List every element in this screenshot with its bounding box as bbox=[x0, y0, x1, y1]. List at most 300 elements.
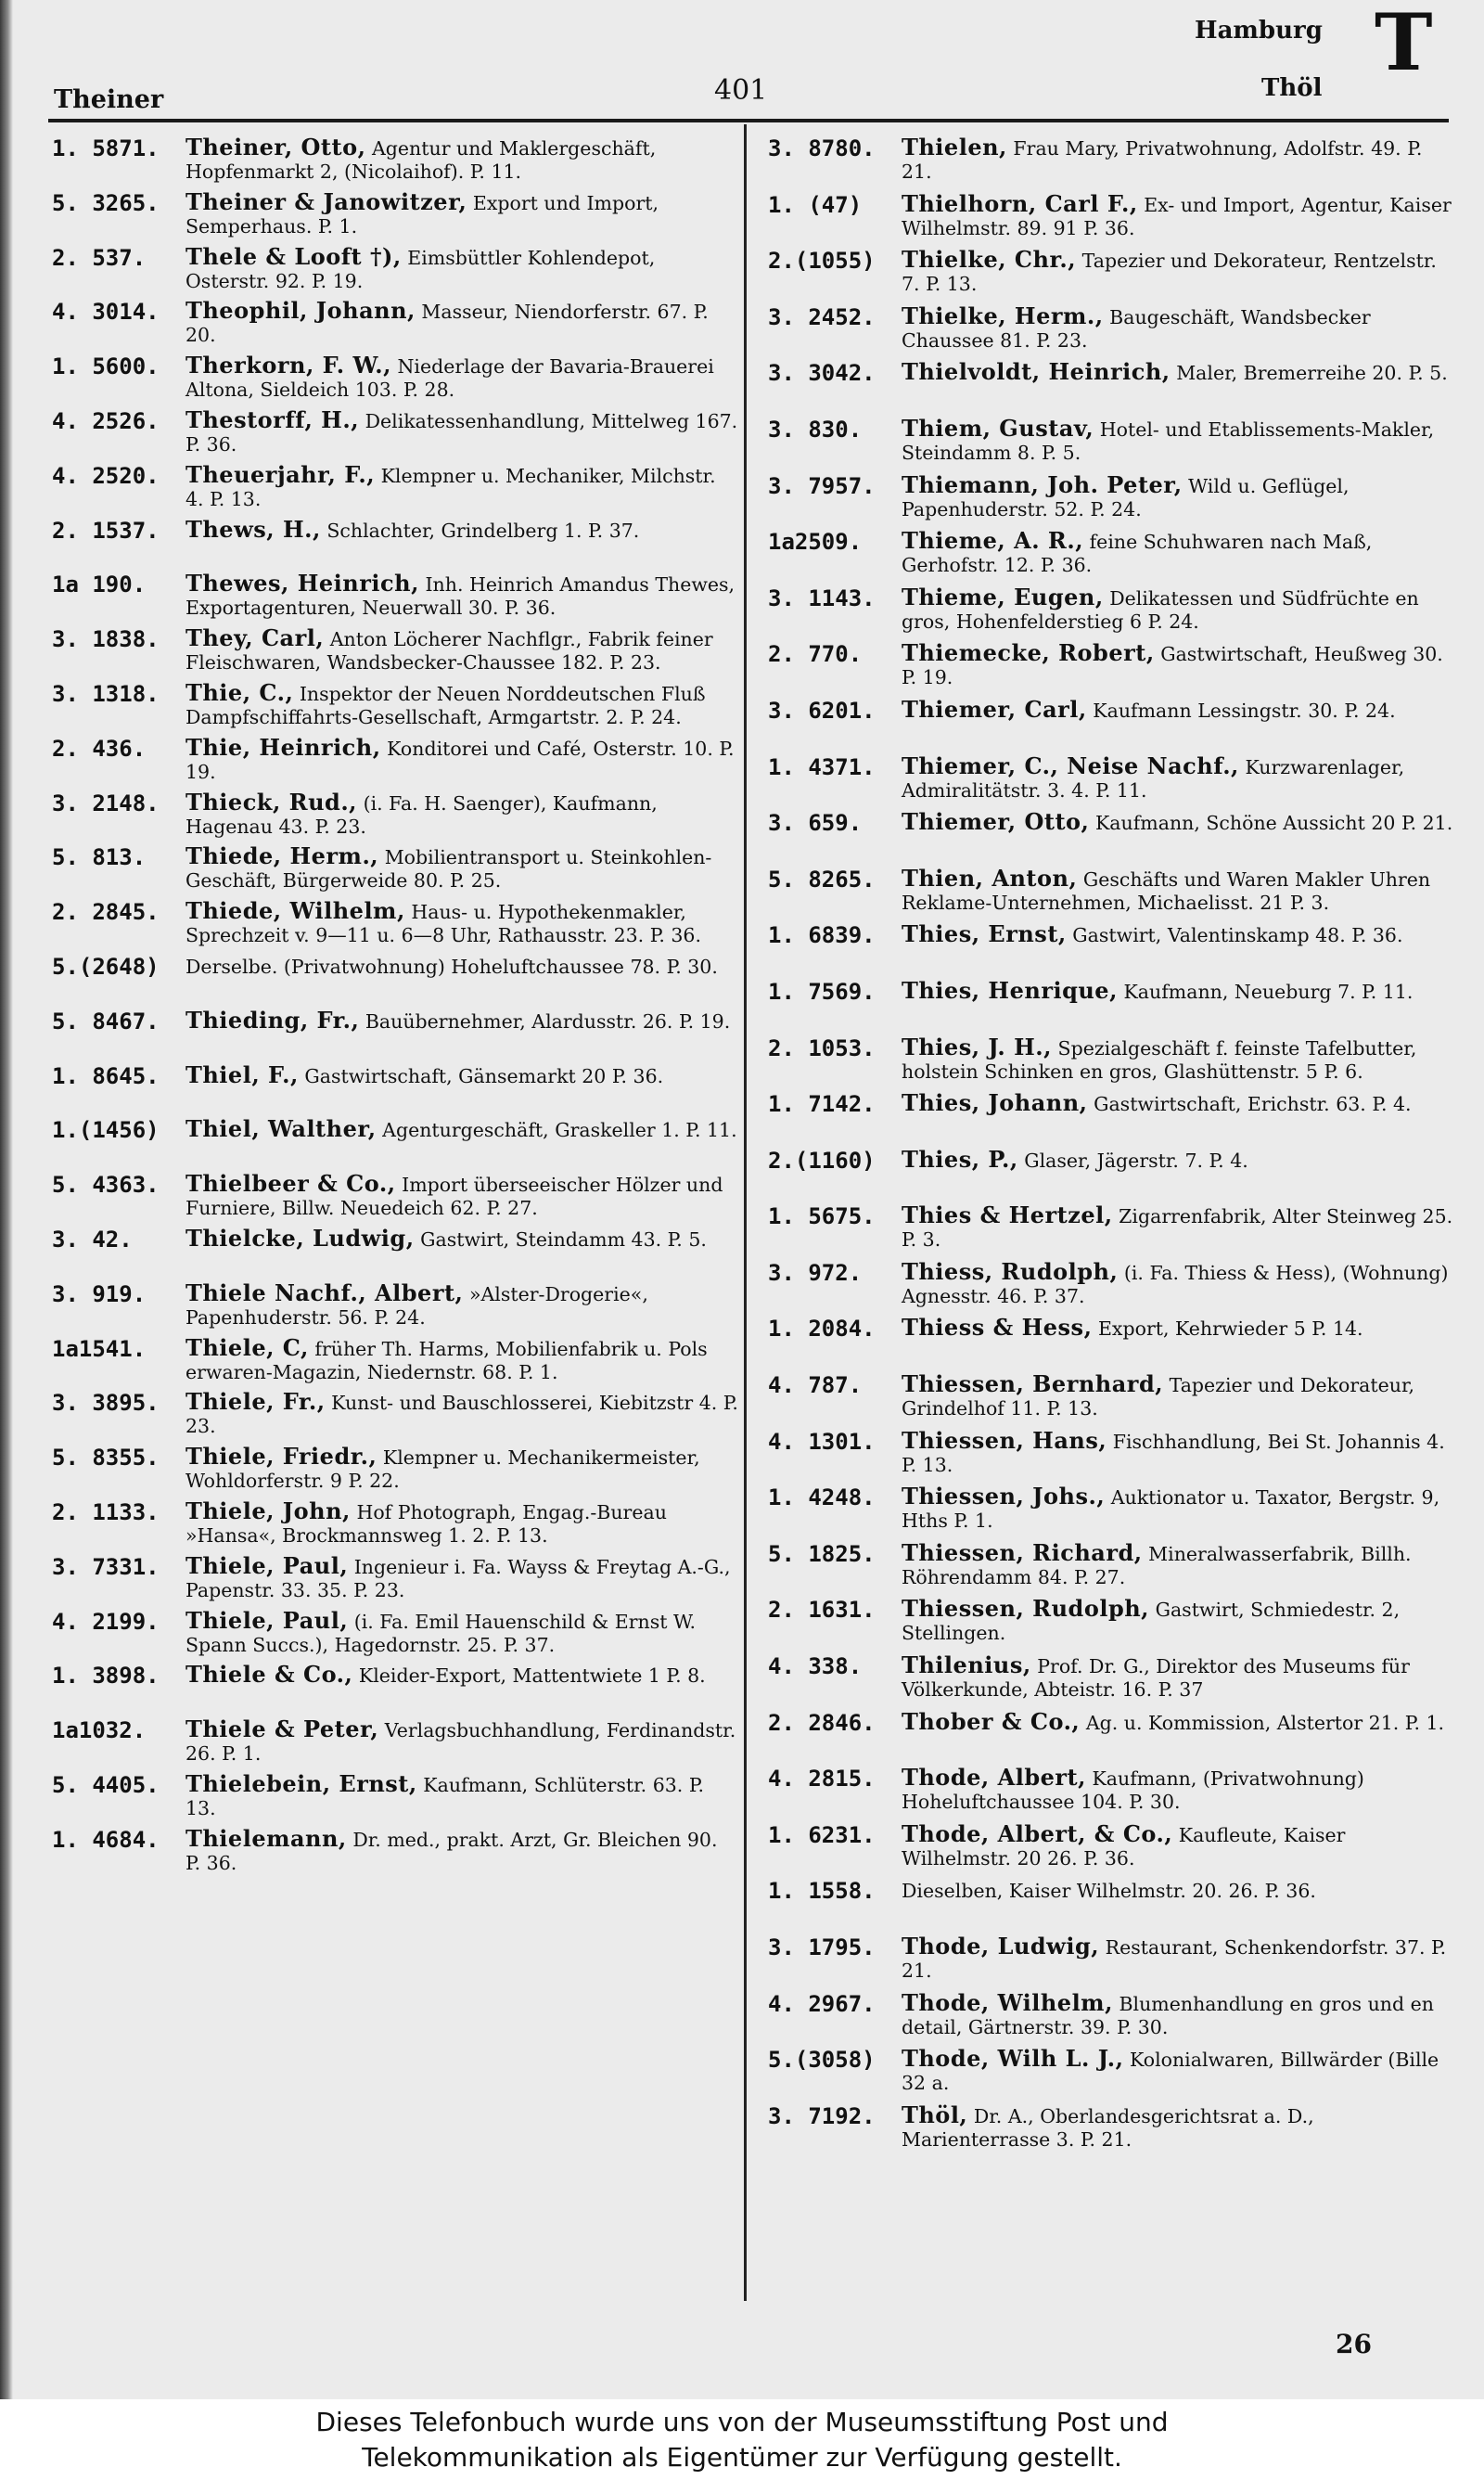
subscriber-details: (i. Fa. Emil Hauenschild & Ernst W. Spann Succs.), Hagedornstr. 25. P. 37. bbox=[186, 1610, 697, 1656]
subscriber-name: Theiner & Janowitzer, bbox=[186, 189, 467, 215]
entry-text bbox=[178, 463, 738, 518]
subscriber-details: Geschäfts und Waren Makler Uhren Reklame-Unternehmen, Michaelisst. 21 P. 3. bbox=[902, 867, 1431, 914]
entry-text bbox=[894, 867, 1454, 923]
subscriber-name: Thiessen, Hans, bbox=[902, 1428, 1107, 1454]
subscriber-name: Thie, Heinrich, bbox=[186, 735, 381, 761]
phone-number: 1. 5600. bbox=[52, 353, 160, 380]
entry-text bbox=[894, 1878, 1454, 1934]
subscriber-name: Thiele & Co., bbox=[186, 1663, 353, 1689]
directory-entry bbox=[52, 1009, 738, 1063]
subscriber-name: Thiemer, C., Neise Nachf., bbox=[902, 753, 1239, 779]
phone-number: 4. 3014. bbox=[52, 299, 160, 326]
entry-text bbox=[894, 2103, 1454, 2160]
subscriber-details: Spezialgeschäft f. feinste Tafelbutter, holstein Schinken en gros, Glashüttenstr. 5 P. 6. bbox=[902, 1036, 1417, 1083]
subscriber-details: Kaufleute, Kaiser Wilhelmstr. 20 26. P. 36. bbox=[902, 1823, 1346, 1870]
subscriber-details: Mobilientransport u. Steinkohlen-Geschäft, Bürgerweide 80. P. 25. bbox=[186, 846, 712, 893]
subscriber-details: Hof Photograph, Engag.-Bureau »Hansa«, Brockmannsweg 1. 2. P. 13. bbox=[186, 1500, 667, 1547]
entry-text bbox=[178, 626, 738, 681]
entry-text bbox=[178, 408, 738, 463]
phone-number: 3. 7192. bbox=[768, 2102, 876, 2129]
phone-number: 3. 659. bbox=[768, 810, 863, 837]
subscriber-name: Thieck, Rud., bbox=[186, 790, 358, 816]
phone-number: 3. 3042. bbox=[768, 360, 876, 387]
phone-number: 1. 7569. bbox=[768, 978, 876, 1005]
subscriber-details: Ex- und Import, Agentur, Kaiser Wilhelmstr. 89. 91 P. 36. bbox=[902, 193, 1452, 239]
directory-entry bbox=[768, 1260, 1454, 1317]
phone-number: 5.(2648) bbox=[52, 953, 160, 980]
directory-entry bbox=[52, 1554, 738, 1609]
subscriber-details: Konditorei und Café, Osterstr. 10. P. 19. bbox=[186, 737, 735, 783]
phone-number: 1. 3898. bbox=[52, 1663, 160, 1690]
subscriber-name: Thiele, Paul, bbox=[186, 1553, 349, 1579]
phone-number: 4. 2967. bbox=[768, 1990, 876, 2017]
subscriber-name: Thieding, Fr., bbox=[186, 1008, 360, 1034]
entry-text bbox=[894, 1597, 1454, 1653]
directory-entry bbox=[768, 1653, 1454, 1710]
phone-number: 2. 2846. bbox=[768, 1709, 876, 1736]
directory-entry bbox=[52, 353, 738, 408]
entry-text bbox=[894, 1484, 1454, 1541]
entry-text bbox=[178, 1499, 738, 1554]
entry-text bbox=[178, 1336, 738, 1391]
subscriber-name: Thies, Henrique, bbox=[902, 978, 1118, 1004]
subscriber-name: Therkorn, F. W., bbox=[186, 353, 391, 379]
subscriber-name: Thode, Wilh L. J., bbox=[902, 2047, 1124, 2073]
subscriber-name: Thies, Johann, bbox=[902, 1091, 1088, 1117]
directory-entry bbox=[52, 681, 738, 736]
subscriber-name: Thielbeer & Co., bbox=[186, 1172, 396, 1198]
directory-entry bbox=[768, 304, 1454, 361]
subscriber-details: Hotel- und Etablissements-Makler, Steindamm 8. P. 5. bbox=[902, 418, 1435, 464]
subscriber-name: Thode, Albert, & Co., bbox=[902, 1821, 1173, 1847]
phone-number: 3. 3895. bbox=[52, 1390, 160, 1417]
subscriber-details: Dr. med., prakt. Arzt, Gr. Bleichen 90. P. 36. bbox=[186, 1828, 718, 1874]
left-column bbox=[52, 135, 738, 1882]
phone-number: 5. 4363. bbox=[52, 1172, 160, 1199]
phone-number: 1a1541. bbox=[52, 1335, 147, 1362]
subscriber-details: Kurzwarenlager, Admiralitätstr. 3. 4. P. 11. bbox=[902, 755, 1405, 802]
phone-number: 1. 4248. bbox=[768, 1484, 876, 1511]
phone-number: 3. 972. bbox=[768, 1259, 863, 1286]
directory-entry bbox=[768, 1429, 1454, 1485]
phone-number: 2. 1631. bbox=[768, 1597, 876, 1624]
phone-number: 2. 1537. bbox=[52, 517, 160, 544]
directory-entry bbox=[52, 1227, 738, 1281]
subscriber-details: Delikatessen und Südfrüchte en gros, Hohenfelderstieg 6 P. 24. bbox=[902, 586, 1419, 633]
phone-number: 5. 4405. bbox=[52, 1771, 160, 1798]
phone-number: 1. 1558. bbox=[768, 1878, 876, 1905]
entry-text bbox=[894, 473, 1454, 530]
entry-text bbox=[894, 1541, 1454, 1598]
entry-text bbox=[894, 417, 1454, 473]
page-edge-shadow bbox=[0, 0, 13, 2399]
subscriber-details: Derselbe. (Privatwohnung) Hoheluftchaussee 78. P. 30. bbox=[186, 955, 718, 978]
directory-entry bbox=[768, 810, 1454, 867]
subscriber-details: Import überseeischer Hölzer und Furniere, Billw. Neuedeich 62. P. 27. bbox=[186, 1174, 723, 1220]
phone-number: 2. 770. bbox=[768, 641, 863, 668]
subscriber-name: Thiele Nachf., Albert, bbox=[186, 1280, 464, 1306]
entry-text bbox=[178, 1827, 738, 1882]
entry-text bbox=[178, 299, 738, 353]
entry-text bbox=[178, 1281, 738, 1336]
directory-entry bbox=[768, 360, 1454, 417]
subscriber-details: Blumenhandlung en gros und en detail, Gärtnerstr. 39. P. 30. bbox=[902, 1992, 1434, 2038]
directory-entry bbox=[52, 1772, 738, 1827]
phone-number: 5. 1825. bbox=[768, 1540, 876, 1567]
directory-entry bbox=[768, 1766, 1454, 1822]
subscriber-details: Kaufmann, Neueburg 7. P. 11. bbox=[1123, 980, 1414, 1003]
phone-number: 1.(1456) bbox=[52, 1117, 160, 1144]
subscriber-name: Thie, C., bbox=[186, 680, 294, 706]
phone-number: 5. 3265. bbox=[52, 189, 160, 216]
subscriber-details: »Alster-Drogerie«, Papenhuderstr. 56. P. 24. bbox=[186, 1282, 648, 1329]
entry-text bbox=[894, 1148, 1454, 1204]
directory-entry bbox=[52, 1663, 738, 1717]
phone-number: 4. 2520. bbox=[52, 462, 160, 489]
subscriber-details: Zigarrenfabrik, Alter Steinweg 25. P. 3. bbox=[902, 1205, 1453, 1252]
subscriber-name: Thieme, Eugen, bbox=[902, 585, 1104, 610]
entry-text bbox=[894, 1429, 1454, 1485]
subscriber-details: Dieselben, Kaiser Wilhelmstr. 20. 26. P. 36. bbox=[902, 1880, 1316, 1903]
subscriber-details: Eimsbüttler Kohlendepot, Osterstr. 92. P. 19. bbox=[186, 246, 656, 292]
directory-entry bbox=[52, 135, 738, 190]
directory-entry bbox=[768, 1541, 1454, 1598]
phone-number: 3. 1795. bbox=[768, 1934, 876, 1960]
header-rule bbox=[48, 119, 1449, 122]
phone-number: 2. 2845. bbox=[52, 899, 160, 926]
phone-number: 2. 537. bbox=[52, 244, 147, 271]
subscriber-name: Thielke, Chr., bbox=[902, 248, 1077, 274]
directory-entry bbox=[52, 844, 738, 899]
entry-text bbox=[178, 1390, 738, 1445]
phone-number: 1a1032. bbox=[52, 1717, 147, 1744]
subscriber-details: Gastwirtschaft, Erichstr. 63. P. 4. bbox=[1094, 1093, 1412, 1116]
directory-entry bbox=[52, 790, 738, 845]
subscriber-details: Klempner u. Mechaniker, Milchstr. 4. P. 13. bbox=[186, 464, 716, 510]
subscriber-details: Kaufmann, Schlüterstr. 63. P. 13. bbox=[186, 1773, 704, 1819]
banner-line-1: Dieses Telefonbuch wurde uns von der Museumsstiftung Post und bbox=[315, 2407, 1169, 2437]
phone-number: 1. 5871. bbox=[52, 135, 160, 161]
subscriber-name: Thiede, Herm., bbox=[186, 844, 379, 870]
subscriber-name: Thielke, Herm., bbox=[902, 303, 1104, 329]
phone-number: 4. 787. bbox=[768, 1372, 863, 1399]
phone-number: 2. 1133. bbox=[52, 1498, 160, 1525]
entry-text bbox=[894, 1991, 1454, 2048]
subscriber-name: Thiele, Fr., bbox=[186, 1390, 326, 1416]
phone-number: 4. 338. bbox=[768, 1653, 863, 1680]
directory-entry bbox=[52, 1172, 738, 1227]
entry-text bbox=[894, 1203, 1454, 1260]
subscriber-name: Theiner, Otto, bbox=[186, 135, 366, 161]
entry-text bbox=[894, 1653, 1454, 1710]
directory-entry bbox=[768, 1934, 1454, 1991]
entry-text bbox=[178, 135, 738, 190]
header-first-entry: Theiner bbox=[54, 85, 164, 114]
directory-entry bbox=[52, 518, 738, 572]
ownership-banner bbox=[0, 2399, 1484, 2480]
subscriber-details: Baugeschäft, Wandsbecker Chaussee 81. P. 23. bbox=[902, 305, 1371, 352]
subscriber-details: Tapezier und Dekorateur, Rentzelstr. 7. P. 13. bbox=[902, 250, 1437, 296]
directory-entry bbox=[768, 1148, 1454, 1204]
subscriber-details: Ingenieur i. Fa. Wayss & Freytag A.-G., Papenstr. 33. 35. P. 23. bbox=[186, 1555, 731, 1601]
entry-text bbox=[178, 518, 738, 572]
subscriber-details: Maler, Bremerreihe 20. P. 5. bbox=[1176, 362, 1448, 385]
phone-number: 1a2509. bbox=[768, 529, 863, 556]
entry-text bbox=[178, 1772, 738, 1827]
entry-text bbox=[894, 585, 1454, 642]
entry-text bbox=[178, 1663, 738, 1717]
phone-number: 1. 6839. bbox=[768, 922, 876, 949]
subscriber-details: Gastwirtschaft, Gänsemarkt 20 P. 36. bbox=[304, 1064, 664, 1087]
subscriber-details: Dr. A., Oberlandesgerichtsrat a. D., Marienterrasse 3. P. 21. bbox=[902, 2104, 1314, 2151]
banner-line-2: Telekommunikation als Eigentümer zur Verfügung gestellt. bbox=[362, 2442, 1122, 2473]
entry-text bbox=[894, 2047, 1454, 2103]
subscriber-details: Haus- u. Hypothekenmakler, Sprechzeit v. 9—11 u. 6—8 Uhr, Rathausstr. 23. P. 36. bbox=[186, 901, 701, 947]
subscriber-details: Inspektor der Neuen Norddeutschen Fluß Dampfschiffahrts-Gesellschaft, Armgartstr. 2. P. 24. bbox=[186, 682, 706, 728]
directory-entry bbox=[768, 1316, 1454, 1372]
subscriber-name: Thiemann, Joh. Peter, bbox=[902, 472, 1183, 498]
entry-text bbox=[894, 641, 1454, 698]
directory-entry bbox=[768, 867, 1454, 923]
directory-entry bbox=[768, 248, 1454, 304]
directory-entry bbox=[52, 626, 738, 681]
phone-number: 3. 1318. bbox=[52, 680, 160, 707]
directory-entry bbox=[768, 1597, 1454, 1653]
phone-number: 3. 2452. bbox=[768, 303, 876, 330]
phone-number: 1. 5675. bbox=[768, 1203, 876, 1230]
subscriber-name: Thien, Anton, bbox=[902, 866, 1078, 892]
entry-text bbox=[178, 1554, 738, 1609]
subscriber-name: Thiemer, Otto, bbox=[902, 810, 1090, 836]
subscriber-name: Thober & Co., bbox=[902, 1709, 1081, 1735]
directory-entry bbox=[768, 192, 1454, 249]
subscriber-details: Gastwirt, Valentinskamp 48. P. 36. bbox=[1072, 924, 1403, 947]
entry-text bbox=[178, 681, 738, 736]
subscriber-name: Thiele, Paul, bbox=[186, 1608, 349, 1634]
directory-entry bbox=[52, 1063, 738, 1118]
directory-entry bbox=[52, 1827, 738, 1882]
phone-number: 3. 6201. bbox=[768, 697, 876, 724]
subscriber-name: Thiemecke, Robert, bbox=[902, 641, 1155, 667]
phone-number: 5. 8467. bbox=[52, 1008, 160, 1034]
subscriber-name: Thies, P., bbox=[902, 1147, 1018, 1173]
phone-number: 4. 1301. bbox=[768, 1428, 876, 1455]
subscriber-details: Kaufmann, (Privatwohnung) Hoheluftchaussee 104. P. 30. bbox=[902, 1767, 1364, 1814]
directory-entry bbox=[768, 641, 1454, 698]
directory-entry bbox=[768, 2047, 1454, 2103]
subscriber-name: Thöl, bbox=[902, 2102, 968, 2128]
phone-number: 3. 1838. bbox=[52, 626, 160, 653]
subscriber-name: Thieme, A. R., bbox=[902, 529, 1084, 555]
directory-entry bbox=[768, 417, 1454, 473]
directory-entry bbox=[52, 190, 738, 245]
subscriber-name: Thies, J. H., bbox=[902, 1034, 1053, 1060]
subscriber-details: Mineralwasserfabrik, Billh. Röhrendamm 84. P. 27. bbox=[902, 1542, 1412, 1588]
subscriber-name: They, Carl, bbox=[186, 626, 325, 652]
subscriber-details: Export und Import, Semperhaus. P. 1. bbox=[186, 191, 659, 238]
section-letter: T bbox=[1375, 0, 1433, 88]
directory-entry bbox=[52, 1390, 738, 1445]
directory-entry bbox=[52, 1445, 738, 1499]
sheet-number: 26 bbox=[1336, 2329, 1372, 2359]
phone-number: 1a 190. bbox=[52, 572, 147, 598]
phone-number: 4. 2815. bbox=[768, 1766, 876, 1793]
directory-entry bbox=[768, 1372, 1454, 1429]
subscriber-details: Verlagsbuchhandlung, Ferdinandstr. 26. P. 1. bbox=[186, 1719, 736, 1766]
subscriber-details: Tapezier und Dekorateur, Grindelhof 11. P. 13. bbox=[902, 1374, 1415, 1420]
entry-text bbox=[894, 698, 1454, 754]
subscriber-name: Thielen, bbox=[902, 135, 1007, 161]
directory-entry bbox=[768, 135, 1454, 192]
directory-entry bbox=[52, 1499, 738, 1554]
phone-number: 1. 4684. bbox=[52, 1826, 160, 1853]
subscriber-details: Kleider-Export, Mattentwiete 1 P. 8. bbox=[358, 1664, 706, 1688]
entry-text bbox=[894, 1035, 1454, 1092]
directory-entry bbox=[768, 1203, 1454, 1260]
subscriber-details: Bauübernehmer, Alardusstr. 26. P. 19. bbox=[365, 1009, 731, 1033]
entry-text bbox=[894, 979, 1454, 1035]
subscriber-details: Frau Mary, Privatwohnung, Adolfstr. 49. P. 21. bbox=[902, 137, 1423, 183]
subscriber-name: Thielhorn, Carl F., bbox=[902, 191, 1138, 217]
subscriber-name: Thiede, Wilhelm, bbox=[186, 899, 405, 925]
subscriber-name: Thielemann, bbox=[186, 1826, 347, 1852]
subscriber-name: Thode, Ludwig, bbox=[902, 1934, 1100, 1960]
header-city: Hamburg bbox=[1195, 17, 1323, 45]
entry-text bbox=[178, 1609, 738, 1664]
directory-entry bbox=[768, 698, 1454, 754]
entry-text bbox=[178, 190, 738, 245]
subscriber-name: Thiemer, Carl, bbox=[902, 697, 1087, 723]
subscriber-details: Agentur und Maklergeschäft, Hopfenmarkt 2, (Nicolaihof). P. 11. bbox=[186, 137, 657, 183]
subscriber-name: Thode, Wilhelm, bbox=[902, 1990, 1113, 2016]
phone-number: 1. 4371. bbox=[768, 753, 876, 780]
directory-entry bbox=[768, 1484, 1454, 1541]
entry-text bbox=[178, 1445, 738, 1499]
entry-text bbox=[178, 1063, 738, 1118]
entry-text bbox=[894, 360, 1454, 417]
subscriber-details: Agenturgeschäft, Graskeller 1. P. 11. bbox=[382, 1119, 737, 1142]
subscriber-details: Masseur, Niendorferstr. 67. P. 20. bbox=[186, 301, 709, 347]
entry-text bbox=[894, 529, 1454, 585]
entry-text bbox=[178, 1117, 738, 1172]
subscriber-details: Fischhandlung, Bei St. Johannis 4. P. 13. bbox=[902, 1430, 1445, 1476]
subscriber-details: Restaurant, Schenkendorfstr. 37. P. 21. bbox=[902, 1936, 1447, 1982]
subscriber-details: Ag. u. Kommission, Alstertor 21. P. 1. bbox=[1085, 1711, 1445, 1734]
subscriber-details: Gastwirt, Steindamm 43. P. 5. bbox=[420, 1227, 707, 1251]
entry-text bbox=[894, 304, 1454, 361]
page-number: 401 bbox=[714, 74, 768, 107]
entry-text bbox=[894, 1822, 1454, 1879]
entry-text bbox=[178, 736, 738, 790]
subscriber-name: Thiessen, Richard, bbox=[902, 1540, 1143, 1566]
subscriber-name: Thode, Albert, bbox=[902, 1766, 1086, 1792]
directory-entry bbox=[52, 736, 738, 790]
directory-entry bbox=[52, 1717, 738, 1772]
phone-number: 2. 436. bbox=[52, 735, 147, 762]
entry-text bbox=[178, 353, 738, 408]
phone-number: 5. 8265. bbox=[768, 866, 876, 893]
directory-entry bbox=[52, 954, 738, 1009]
directory-entry bbox=[52, 572, 738, 626]
subscriber-details: Kaufmann, Schöne Aussicht 20 P. 21. bbox=[1094, 812, 1453, 835]
subscriber-name: Thiessen, Rudolph, bbox=[902, 1597, 1150, 1623]
entry-text bbox=[894, 1766, 1454, 1822]
entry-text bbox=[894, 192, 1454, 249]
subscriber-name: Thiess, Rudolph, bbox=[902, 1259, 1119, 1285]
entry-text bbox=[894, 1372, 1454, 1429]
directory-entry bbox=[768, 922, 1454, 979]
directory-entry bbox=[768, 1822, 1454, 1879]
subscriber-name: Thiessen, Johs., bbox=[902, 1484, 1106, 1510]
entry-text bbox=[894, 810, 1454, 867]
directory-entry bbox=[768, 2103, 1454, 2160]
directory-entry bbox=[52, 1336, 738, 1391]
phone-number: 5. 8355. bbox=[52, 1445, 160, 1471]
phone-number: 5. 813. bbox=[52, 844, 147, 871]
subscriber-details: Kunst- und Bauschlosserei, Kiebitzstr 4. P. 23. bbox=[186, 1392, 738, 1438]
subscriber-name: Thielvoldt, Heinrich, bbox=[902, 360, 1171, 386]
directory-entry bbox=[768, 473, 1454, 530]
directory-entry bbox=[768, 529, 1454, 585]
header-last-entry: Thöl bbox=[1261, 74, 1323, 102]
directory-entry bbox=[768, 1991, 1454, 2048]
phone-number: 3. 7957. bbox=[768, 472, 876, 499]
subscriber-name: Thielcke, Ludwig, bbox=[186, 1226, 415, 1252]
subscriber-name: Thilenius, bbox=[902, 1653, 1031, 1679]
subscriber-name: Thiele & Peter, bbox=[186, 1717, 379, 1743]
phone-number: 4. 2199. bbox=[52, 1608, 160, 1635]
subscriber-name: Thiele, C, bbox=[186, 1335, 309, 1361]
phone-number: 1. 6231. bbox=[768, 1821, 876, 1848]
subscriber-details: Klempner u. Mechanikermeister, Wohldorferstr. 9 P. 22. bbox=[186, 1446, 700, 1493]
phone-number: 1. 7142. bbox=[768, 1091, 876, 1118]
entry-text bbox=[894, 1316, 1454, 1372]
phone-number: 4. 2526. bbox=[52, 407, 160, 434]
entry-text bbox=[178, 1227, 738, 1281]
entry-text bbox=[178, 954, 738, 1009]
subscriber-details: feine Schuhwaren nach Maß, Gerhofstr. 12. P. 36. bbox=[902, 531, 1373, 577]
phone-number: 1. 8645. bbox=[52, 1062, 160, 1089]
phone-number: 2. 1053. bbox=[768, 1034, 876, 1061]
entry-text bbox=[178, 245, 738, 300]
subscriber-name: Thewes, Heinrich, bbox=[186, 572, 419, 598]
subscriber-name: Thiessen, Bernhard, bbox=[902, 1372, 1164, 1398]
directory-entry bbox=[52, 1609, 738, 1664]
subscriber-name: Theophil, Johann, bbox=[186, 299, 416, 325]
phone-number: 2.(1160) bbox=[768, 1147, 876, 1174]
entry-text bbox=[894, 135, 1454, 192]
subscriber-details: (i. Fa. Thiess & Hess), (Wohnung) Agnesstr. 46. P. 37. bbox=[902, 1261, 1449, 1307]
entry-text bbox=[178, 1717, 738, 1772]
phone-number: 1. 2084. bbox=[768, 1316, 876, 1343]
entry-text bbox=[178, 1172, 738, 1227]
directory-entry bbox=[52, 899, 738, 954]
directory-entry bbox=[768, 754, 1454, 811]
subscriber-name: Thiel, F., bbox=[186, 1062, 299, 1088]
directory-entry bbox=[52, 299, 738, 353]
subscriber-name: Thiem, Gustav, bbox=[902, 416, 1094, 442]
column-divider bbox=[744, 124, 747, 2301]
directory-entry bbox=[52, 245, 738, 300]
subscriber-name: Thies & Hertzel, bbox=[902, 1203, 1113, 1229]
phone-number: 3. 8780. bbox=[768, 135, 876, 161]
entry-text bbox=[178, 572, 738, 626]
subscriber-details: Kolonialwaren, Billwärder (Bille 32 a. bbox=[902, 2049, 1439, 2095]
subscriber-details: Gastwirtschaft, Heußweg 30. P. 19. bbox=[902, 643, 1443, 689]
entry-text bbox=[178, 790, 738, 845]
directory-entry bbox=[768, 585, 1454, 642]
subscriber-name: Thiel, Walther, bbox=[186, 1117, 377, 1143]
